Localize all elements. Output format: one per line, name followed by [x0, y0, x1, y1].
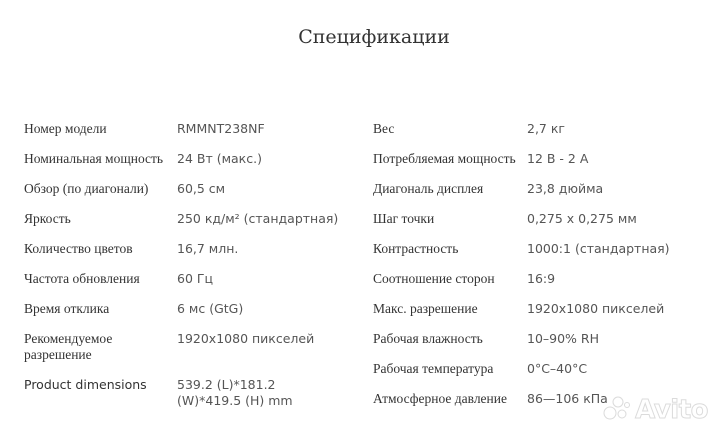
spec-row [0, 241, 720, 271]
spec-row [0, 361, 720, 391]
spec-value: 1000:1 (стандартная) [527, 241, 670, 256]
spec-label: Рекомендуемое разрешение [24, 331, 113, 362]
spec-label: Соотношение сторон [373, 271, 495, 286]
spec-value: 1920x1080 пикселей [527, 301, 665, 316]
spec-label: Атмосферное давление [373, 391, 507, 406]
spec-row [0, 271, 720, 301]
spec-value: 0,275 x 0,275 мм [527, 211, 637, 226]
spec-row [0, 181, 720, 211]
spec-value: 86—106 кПа [527, 391, 608, 406]
spec-label: Макс. разрешение [373, 301, 478, 316]
spec-row [0, 151, 720, 181]
spec-value: 16,7 млн. [177, 241, 239, 256]
spec-row [0, 211, 720, 241]
spec-value: 250 кд/м² (стандартная) [177, 211, 339, 226]
spec-label: Шаг точки [373, 211, 435, 226]
spec-label: Частота обновления [24, 271, 140, 286]
spec-label: Потребляемая мощность [373, 151, 516, 166]
avito-watermark [601, 394, 708, 426]
spec-label: Product dimensions [24, 377, 147, 392]
spec-value: 23,8 дюйма [527, 181, 604, 196]
spec-row [0, 301, 720, 331]
spec-label: Контрастность [373, 241, 459, 256]
spec-value: 0°C–40°C [527, 361, 588, 376]
avito-watermark-text: Avito [635, 395, 708, 425]
spec-value: 2,7 кг [527, 121, 565, 136]
spec-label: Рабочая температура [373, 361, 494, 376]
page-title: Спецификации [298, 26, 450, 48]
spec-row [0, 121, 720, 151]
spec-label: Количество цветов [24, 241, 133, 256]
spec-label: Яркость [24, 211, 71, 226]
spec-value: 10–90% RH [527, 331, 599, 346]
spec-label: Обзор (по диагонали) [24, 181, 149, 196]
spec-value: 24 Вт (макс.) [177, 151, 262, 166]
spec-value: 12 В - 2 А [527, 151, 589, 166]
spec-label: Рабочая влажность [373, 331, 483, 346]
spec-value: 6 мс (GtG) [177, 301, 244, 316]
spec-value: 1920x1080 пикселей [177, 331, 315, 346]
spec-label: Вес [373, 121, 395, 136]
spec-value: 16:9 [527, 271, 556, 286]
spec-value: 60 Гц [177, 271, 214, 286]
spec-label: Время отклика [24, 301, 110, 316]
spec-value: RMMNT238NF [177, 121, 265, 136]
avito-logo-icon [601, 393, 631, 428]
spec-value: 60,5 см [177, 181, 226, 196]
spec-label: Диагональ дисплея [373, 181, 484, 196]
spec-label: Номинальная мощность [24, 151, 164, 166]
spec-row [0, 331, 720, 361]
spec-value: 539.2 (L)*181.2 (W)*419.5 (H) mm [177, 377, 293, 408]
spec-label: Номер модели [24, 121, 107, 136]
